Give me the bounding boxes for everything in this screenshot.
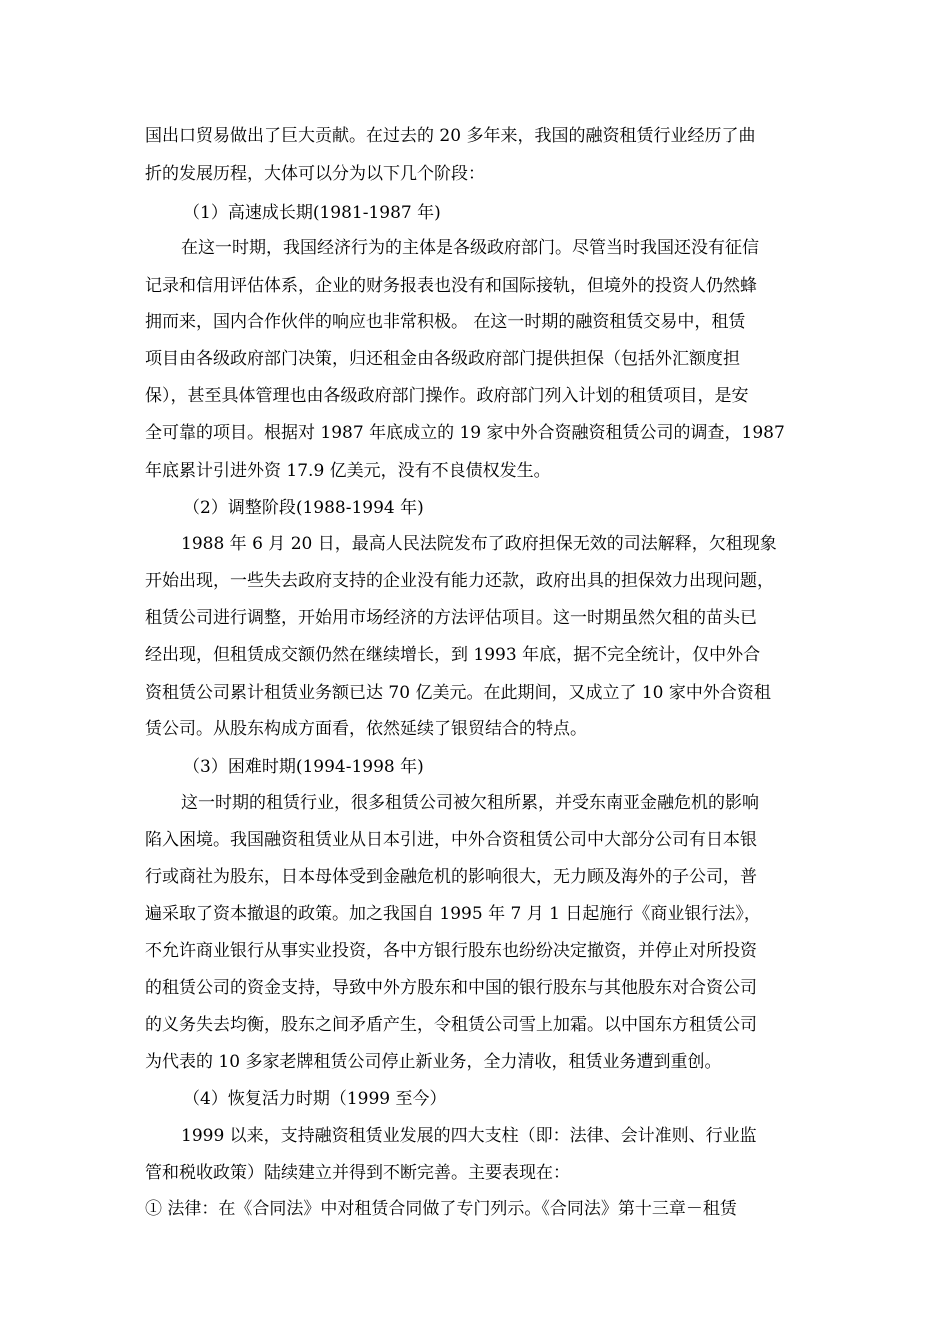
body-text-line: 经出现，但租赁成交额仍然在继续增长，到 1993 年底，据不完全统计，仅中外合	[145, 645, 761, 665]
body-text-line: 赁公司。从股东构成方面看，依然延续了银贸结合的特点。	[145, 719, 587, 739]
section-heading: （3）困难时期(1994-1998 年)	[183, 757, 424, 777]
body-text-line: 1999 以来，支持融资租赁业发展的四大支柱（即：法律、会计准则、行业监	[181, 1126, 757, 1146]
body-text-line: 遍采取了资本撤退的政策。加之我国自 1995 年 7 月 1 日起施行《商业银行法》，	[145, 904, 761, 924]
body-text-line: 资租赁公司累计租赁业务额已达 70 亿美元。在此期间，又成立了 10 家中外合资租	[145, 683, 771, 703]
body-text-line: 折的发展历程，大体可以分为以下几个阶段：	[145, 164, 485, 184]
body-text-line: 1988 年 6 月 20 日，最高人民法院发布了政府担保无效的司法解释，欠租现象	[181, 534, 777, 554]
section-heading: （4）恢复活力时期（1999 至今）	[183, 1089, 447, 1109]
body-text-line: 陷入困境。我国融资租赁业从日本引进，中外合资租赁公司中大部分公司有日本银	[145, 830, 757, 850]
body-text-line: 管和税收政策）陆续建立并得到不断完善。主要表现在：	[145, 1163, 570, 1183]
body-text-line: 保），甚至具体管理也由各级政府部门操作。政府部门列入计划的租赁项目，是安	[145, 386, 749, 406]
body-text-line: 记录和信用评估体系，企业的财务报表也没有和国际接轨，但境外的投资人仍然蜂	[145, 276, 757, 296]
body-text-line: 在这一时期，我国经济行为的主体是各级政府部门。尽管当时我国还没有征信	[181, 238, 759, 258]
body-text-line: 这一时期的租赁行业，很多租赁公司被欠租所累，并受东南亚金融危机的影响	[181, 793, 759, 813]
list-item-line: ① 法律：在《合同法》中对租赁合同做了专门列示。《合同法》第十三章－租赁	[145, 1199, 737, 1219]
section-heading: （1）高速成长期(1981-1987 年)	[183, 203, 441, 223]
section-heading: （2）调整阶段(1988-1994 年)	[183, 498, 424, 518]
body-text-line: 拥而来，国内合作伙伴的响应也非常积极。 在这一时期的融资租赁交易中，租赁	[145, 312, 746, 332]
body-text-line: 全可靠的项目。根据对 1987 年底成立的 19 家中外合资融资租赁公司的调查，1987	[145, 423, 785, 443]
body-text-line: 为代表的 10 多家老牌租赁公司停止新业务，全力清收，租赁业务遭到重创。	[145, 1052, 722, 1072]
body-text-line: 的义务失去均衡，股东之间矛盾产生，令租赁公司雪上加霜。以中国东方租赁公司	[145, 1015, 757, 1035]
body-text-line: 开始出现，一些失去政府支持的企业没有能力还款，政府出具的担保效力出现问题，	[145, 571, 774, 591]
body-text-line: 不允许商业银行从事实业投资，各中方银行股东也纷纷决定撤资，并停止对所投资	[145, 941, 757, 961]
body-text-line: 国出口贸易做出了巨大贡献。在过去的 20 多年来，我国的融资租赁行业经历了曲	[145, 126, 756, 146]
body-text-line: 的租赁公司的资金支持，导致中外方股东和中国的银行股东与其他股东对合资公司	[145, 978, 757, 998]
body-text-line: 项目由各级政府部门决策，归还租金由各级政府部门提供担保（包括外汇额度担	[145, 349, 740, 369]
body-text-line: 租赁公司进行调整，开始用市场经济的方法评估项目。这一时期虽然欠租的苗头已	[145, 608, 757, 628]
body-text-line: 年底累计引进外资 17.9 亿美元，没有不良债权发生。	[145, 461, 551, 481]
body-text-line: 行或商社为股东，日本母体受到金融危机的影响很大，无力顾及海外的子公司，普	[145, 867, 757, 887]
